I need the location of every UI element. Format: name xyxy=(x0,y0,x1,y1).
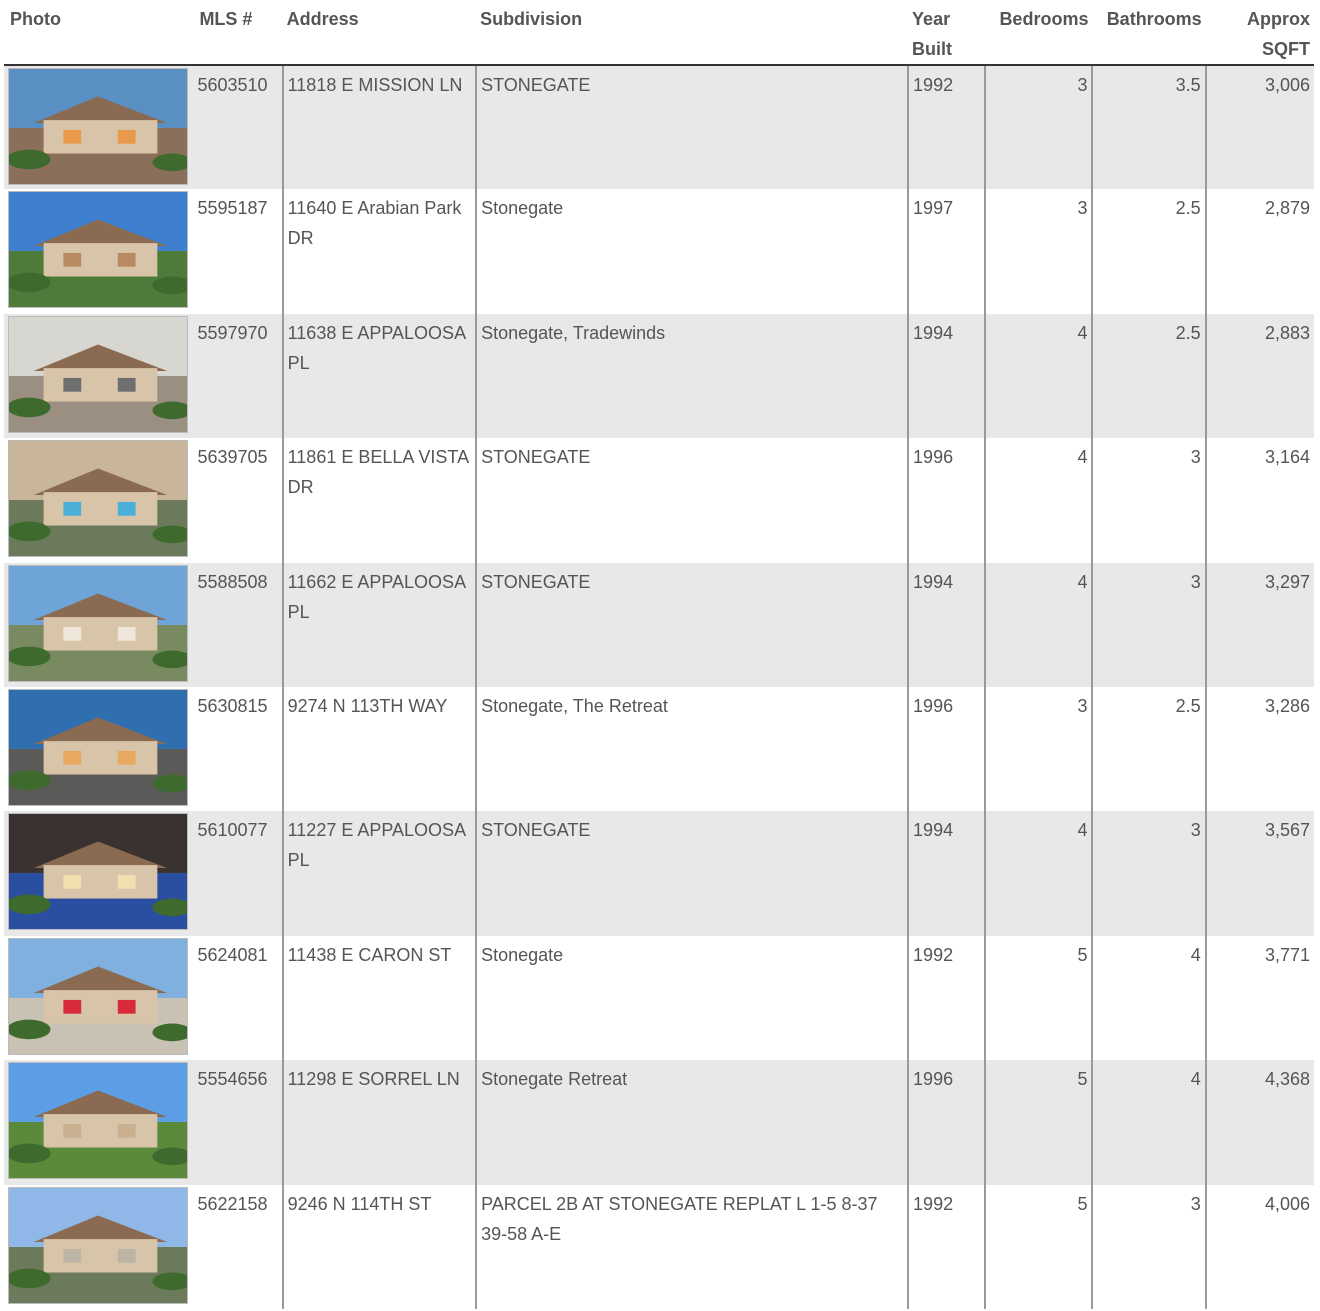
bathrooms-cell: 3 xyxy=(1092,1185,1205,1309)
address-cell[interactable]: 11861 E BELLA VISTA DR xyxy=(283,438,476,562)
house-front-entry-photo[interactable] xyxy=(8,191,188,308)
bedrooms-cell: 4 xyxy=(985,438,1092,562)
listings-table xyxy=(4,0,1314,1309)
address-cell[interactable]: 11298 E SORREL LN xyxy=(283,1060,476,1184)
backyard-pool-photo[interactable] xyxy=(8,440,188,557)
photo-thumbnail xyxy=(9,939,187,1054)
pool-lounge-chairs-photo[interactable] xyxy=(8,938,188,1055)
table-row[interactable] xyxy=(4,563,1314,687)
photo-thumbnail xyxy=(9,317,187,432)
photo-thumbnail xyxy=(9,1063,187,1178)
subdivision-cell: PARCEL 2B AT STONEGATE REPLAT L 1-5 8-37 39-58 A-E xyxy=(476,1185,908,1309)
photo-cell xyxy=(4,687,195,811)
year-built-cell: 1996 xyxy=(908,687,985,811)
bathrooms-cell: 4 xyxy=(1092,1060,1205,1184)
header-mls[interactable]: MLS # xyxy=(195,0,282,65)
table-row[interactable] xyxy=(4,687,1314,811)
year-built-cell: 1994 xyxy=(908,563,985,687)
approx-sqft-cell: 3,164 xyxy=(1206,438,1314,562)
approx-sqft-cell: 2,879 xyxy=(1206,189,1314,313)
year-built-cell: 1992 xyxy=(908,936,985,1060)
photo-thumbnail xyxy=(9,690,187,805)
address-cell[interactable]: 9274 N 113TH WAY xyxy=(283,687,476,811)
header-approx-sqft[interactable]: Approx SQFT xyxy=(1206,0,1314,65)
approx-sqft-cell: 3,567 xyxy=(1206,811,1314,935)
photo-thumbnail xyxy=(9,69,187,184)
table-row[interactable] xyxy=(4,936,1314,1060)
house-dusk-driveway-photo[interactable] xyxy=(8,689,188,806)
bathrooms-cell: 3 xyxy=(1092,811,1205,935)
mls-cell[interactable]: 5603510 xyxy=(195,65,282,189)
subdivision-cell: Stonegate Retreat xyxy=(476,1060,908,1184)
table-row[interactable] xyxy=(4,314,1314,438)
bathrooms-cell: 2.5 xyxy=(1092,189,1205,313)
bedrooms-cell: 3 xyxy=(985,65,1092,189)
bedrooms-cell: 3 xyxy=(985,687,1092,811)
subdivision-cell: STONEGATE xyxy=(476,438,908,562)
header-address[interactable]: Address xyxy=(283,0,476,65)
bedrooms-cell: 3 xyxy=(985,189,1092,313)
header-year-built[interactable]: Year Built xyxy=(908,0,985,65)
address-cell[interactable]: 11227 E APPALOOSA PL xyxy=(283,811,476,935)
kitchen-interior-photo[interactable] xyxy=(8,316,188,433)
house-green-lawn-photo[interactable] xyxy=(8,1062,188,1179)
photo-cell xyxy=(4,438,195,562)
approx-sqft-cell: 4,006 xyxy=(1206,1185,1314,1309)
approx-sqft-cell: 2,883 xyxy=(1206,314,1314,438)
address-cell[interactable]: 11818 E MISSION LN xyxy=(283,65,476,189)
mls-cell[interactable]: 5610077 xyxy=(195,811,282,935)
mls-cell[interactable]: 5588508 xyxy=(195,563,282,687)
photo-cell xyxy=(4,811,195,935)
mls-cell[interactable]: 5639705 xyxy=(195,438,282,562)
subdivision-cell: Stonegate, The Retreat xyxy=(476,687,908,811)
mls-cell[interactable]: 5597970 xyxy=(195,314,282,438)
subdivision-cell: Stonegate xyxy=(476,936,908,1060)
photo-thumbnail xyxy=(9,192,187,307)
approx-sqft-cell: 3,286 xyxy=(1206,687,1314,811)
photo-cell xyxy=(4,1185,195,1309)
bedrooms-cell: 5 xyxy=(985,936,1092,1060)
approx-sqft-cell: 3,771 xyxy=(1206,936,1314,1060)
house-exterior-dusk-photo[interactable] xyxy=(8,68,188,185)
year-built-cell: 1996 xyxy=(908,1060,985,1184)
subdivision-cell: STONEGATE xyxy=(476,811,908,935)
street-view-house-photo[interactable] xyxy=(8,1187,188,1304)
bathrooms-cell: 3 xyxy=(1092,563,1205,687)
subdivision-cell: Stonegate xyxy=(476,189,908,313)
year-built-cell: 1992 xyxy=(908,1185,985,1309)
bedrooms-cell: 4 xyxy=(985,314,1092,438)
table-row[interactable] xyxy=(4,65,1314,189)
year-built-cell: 1992 xyxy=(908,65,985,189)
mls-cell[interactable]: 5624081 xyxy=(195,936,282,1060)
photo-thumbnail xyxy=(9,441,187,556)
header-bathrooms[interactable]: Bathrooms xyxy=(1092,0,1205,65)
bathrooms-cell: 2.5 xyxy=(1092,314,1205,438)
table-row[interactable] xyxy=(4,1185,1314,1309)
address-cell[interactable]: 11438 E CARON ST xyxy=(283,936,476,1060)
header-photo[interactable]: Photo xyxy=(4,0,195,65)
address-cell[interactable]: 11640 E Arabian Park DR xyxy=(283,189,476,313)
year-built-cell: 1994 xyxy=(908,314,985,438)
bathrooms-cell: 3.5 xyxy=(1092,65,1205,189)
table-row[interactable] xyxy=(4,811,1314,935)
photo-cell xyxy=(4,936,195,1060)
photo-cell xyxy=(4,1060,195,1184)
year-built-cell: 1994 xyxy=(908,811,985,935)
bedrooms-cell: 5 xyxy=(985,1185,1092,1309)
address-cell[interactable]: 11662 E APPALOOSA PL xyxy=(283,563,476,687)
bedrooms-cell: 4 xyxy=(985,563,1092,687)
mls-cell[interactable]: 5630815 xyxy=(195,687,282,811)
year-built-cell: 1997 xyxy=(908,189,985,313)
approx-sqft-cell: 3,006 xyxy=(1206,65,1314,189)
header-row xyxy=(4,0,1314,65)
bathrooms-cell: 3 xyxy=(1092,438,1205,562)
header-subdivision[interactable]: Subdivision xyxy=(476,0,908,65)
photo-thumbnail xyxy=(9,814,187,929)
subdivision-cell: Stonegate, Tradewinds xyxy=(476,314,908,438)
photo-thumbnail xyxy=(9,1188,187,1303)
mls-cell[interactable]: 5554656 xyxy=(195,1060,282,1184)
photo-cell xyxy=(4,65,195,189)
table-row[interactable] xyxy=(4,189,1314,313)
year-built-cell: 1996 xyxy=(908,438,985,562)
header-bedrooms[interactable]: Bedrooms xyxy=(985,0,1092,65)
table-row[interactable] xyxy=(4,1060,1314,1184)
approx-sqft-cell: 4,368 xyxy=(1206,1060,1314,1184)
bathrooms-cell: 4 xyxy=(1092,936,1205,1060)
photo-cell xyxy=(4,189,195,313)
photo-cell xyxy=(4,314,195,438)
approx-sqft-cell: 3,297 xyxy=(1206,563,1314,687)
photo-cell xyxy=(4,563,195,687)
subdivision-cell: STONEGATE xyxy=(476,65,908,189)
bathrooms-cell: 2.5 xyxy=(1092,687,1205,811)
table-row[interactable] xyxy=(4,438,1314,562)
address-cell[interactable]: 11638 E APPALOOSA PL xyxy=(283,314,476,438)
mls-cell[interactable]: 5622158 xyxy=(195,1185,282,1309)
photo-thumbnail xyxy=(9,566,187,681)
address-cell[interactable]: 9246 N 114TH ST xyxy=(283,1185,476,1309)
two-story-house-photo[interactable] xyxy=(8,565,188,682)
bedrooms-cell: 5 xyxy=(985,1060,1092,1184)
subdivision-cell: STONEGATE xyxy=(476,563,908,687)
night-pool-patio-photo[interactable] xyxy=(8,813,188,930)
bedrooms-cell: 4 xyxy=(985,811,1092,935)
mls-cell[interactable]: 5595187 xyxy=(195,189,282,313)
